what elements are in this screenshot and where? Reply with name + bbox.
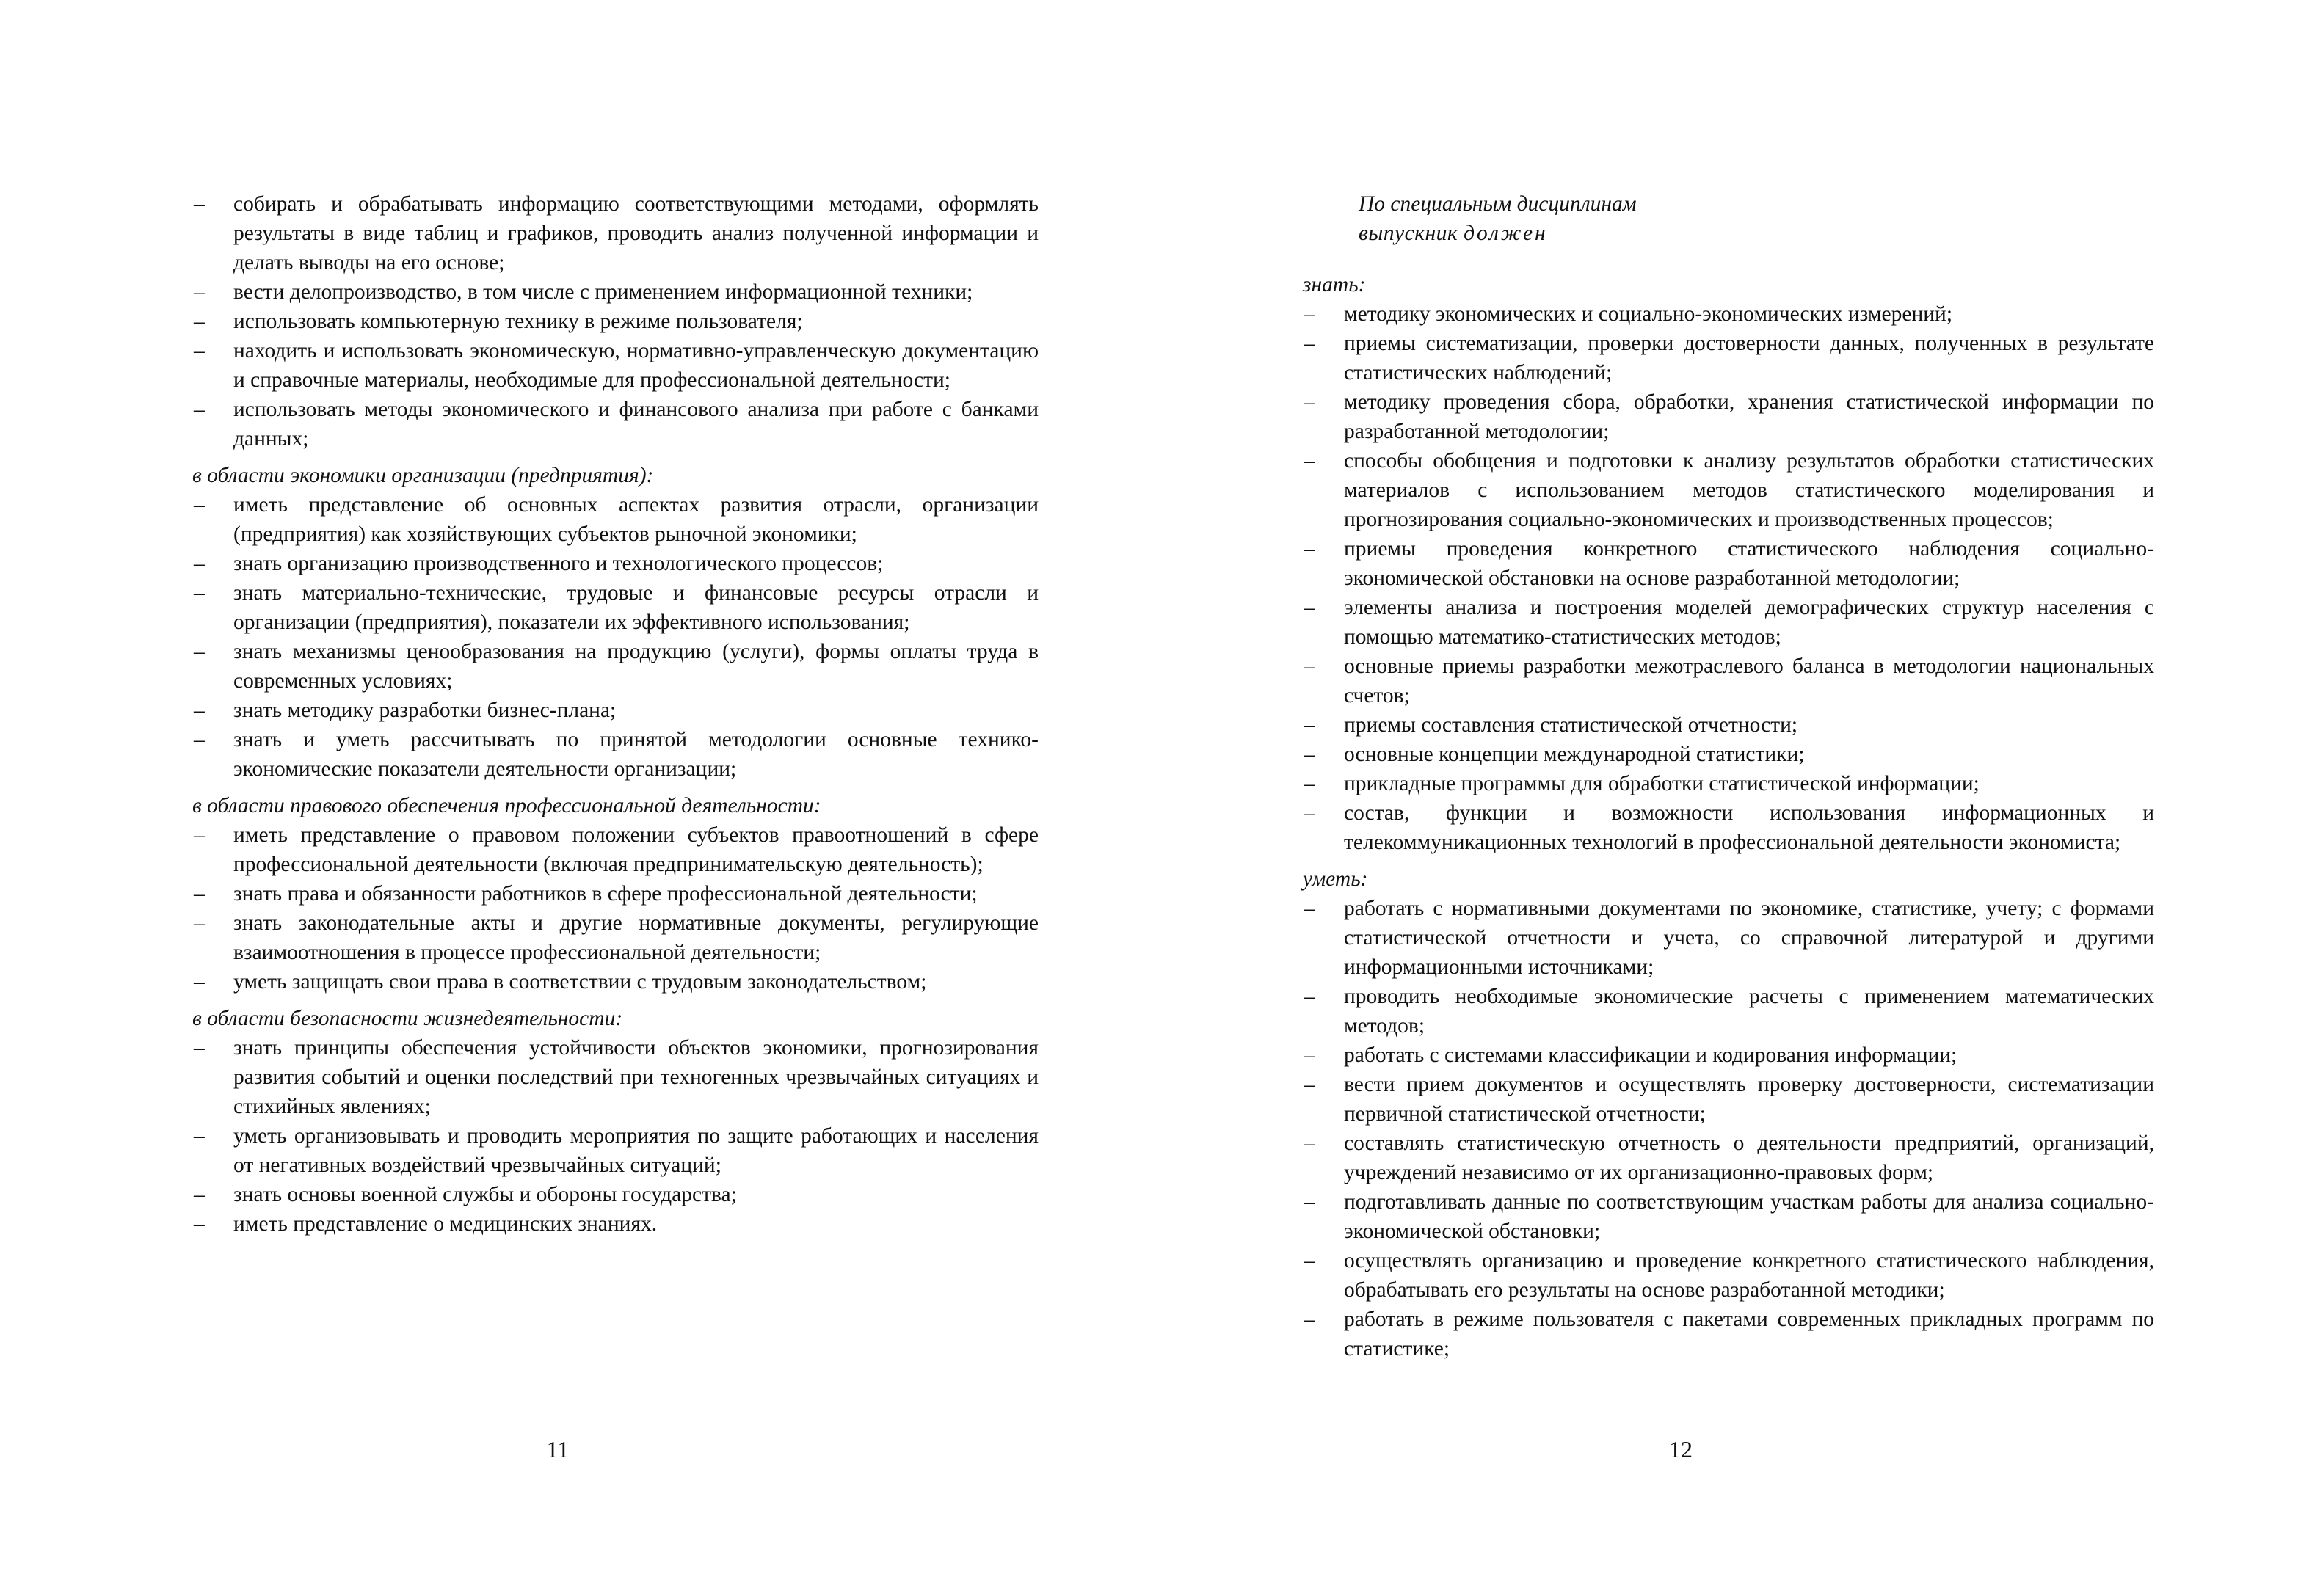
list-item: – работать с нормативными документами по экономике, статистике, учету; с формами статистической отчетности и учета, со справочной литературой и другими информационными источниками; xyxy=(1303,894,2154,982)
list-item: – знать материально-технические, трудовые и финансовые ресурсы отрасли и организации (предприятия), показатели их эффективного использования; xyxy=(192,578,1039,637)
list-item: – методику экономических и социально-экономических измерений; xyxy=(1303,299,2154,329)
section-title-safety: в области безопасности жизнедеятельности: xyxy=(192,1007,623,1030)
list-item: – знать организацию производственного и технологического процессов; xyxy=(192,549,1039,578)
list-item: – составлять статистическую отчетность о деятельности предприятий, организаций, учреждений независимо от их организационно-правовых форм; xyxy=(1303,1129,2154,1187)
list-item: – знать права и обязанности работников в сфере профессиональной деятельности; xyxy=(192,879,1039,908)
section-title-know: знать: xyxy=(1303,273,1366,296)
list-item: – методику проведения сбора, обработки, хранения статистической информации по разработанной методологии; xyxy=(1303,387,2154,446)
list-item: – вести прием документов и осуществлять проверку достоверности, систематизации первичной статистической отчетности; xyxy=(1303,1070,2154,1129)
list-item: – работать с системами классификации и кодирования информации; xyxy=(1303,1041,2154,1070)
heading-line-2 xyxy=(1359,219,2154,248)
list-item: – осуществлять организацию и проведение конкретного статистического наблюдения, обрабатывать его результаты на основе разработанной методики; xyxy=(1303,1246,2154,1305)
list-item: – работать в режиме пользователя с пакетами современных прикладных программ по статистике; xyxy=(1303,1305,2154,1363)
intro-list xyxy=(192,189,1039,453)
heading-line-1: По специальным дисциплинам xyxy=(1359,192,1637,216)
list-item: – иметь представление о правовом положении субъектов правоотношений в сфере профессиональной деятельности (включая предпринимательскую деятельность); xyxy=(192,820,1039,879)
list-item: – иметь представление об основных аспектах развития отрасли, организации (предприятия) как хозяйствующих субъектов рыночной экономики; xyxy=(192,490,1039,549)
list-item: – знать методику разработки бизнес-плана; xyxy=(192,696,1039,725)
list-item: – прикладные программы для обработки статистической информации; xyxy=(1303,769,2154,798)
know-list xyxy=(1303,299,2154,857)
list-item: – проводить необходимые экономические расчеты с применением математических методов; xyxy=(1303,982,2154,1041)
list-item: – основные концепции международной статистики; xyxy=(1303,740,2154,769)
heading-line-2-prefix: выпускник xyxy=(1359,222,1464,245)
list-item: – собирать и обрабатывать информацию соответствующими методами, оформлять результаты в виде таблиц и графиков, проводить анализ полученной информации и делать выводы на его основе; xyxy=(192,189,1039,277)
list-item: – состав, функции и возможности использования информационных и телекоммуникационных технологий в профессиональной деятельности экономиста; xyxy=(1303,798,2154,857)
list-item: – приемы систематизации, проверки достоверности данных, полученных в результате статистических наблюдений; xyxy=(1303,329,2154,387)
section-title-legal: в области правового обеспечения профессиональной деятельности: xyxy=(192,794,821,817)
list-item: – приемы проведения конкретного статистического наблюдения социально-экономической обстановки на основе разработанной методологии; xyxy=(1303,534,2154,593)
list-item: – подготавливать данные по соответствующим участкам работы для анализа социально-экономической обстановки; xyxy=(1303,1187,2154,1246)
section-title-can: уметь: xyxy=(1303,867,1368,891)
list-item: – знать механизмы ценообразования на продукцию (услуги), формы оплаты труда в современных условиях; xyxy=(192,637,1039,696)
list-item: – приемы составления статистической отчетности; xyxy=(1303,710,2154,740)
can-list xyxy=(1303,894,2154,1363)
section-title-economics: в области экономики организации (предприятия): xyxy=(192,464,654,487)
right-page xyxy=(1156,0,2312,1596)
heading-line-2-spaced: должен xyxy=(1464,222,1548,245)
list-item: – использовать методы экономического и финансового анализа при работе с банками данных; xyxy=(192,395,1039,453)
right-page-content xyxy=(1303,189,2154,1363)
legal-list xyxy=(192,820,1039,996)
list-item: – использовать компьютерную технику в режиме пользователя; xyxy=(192,307,1039,336)
list-item: – находить и использовать экономическую, нормативно-управленческую документацию и справочные материалы, необходимые для профессиональной деятельности; xyxy=(192,336,1039,395)
list-item: – вести делопроизводство, в том числе с применением информационной техники; xyxy=(192,277,1039,307)
list-item: – иметь представление о медицинских знаниях. xyxy=(192,1209,1039,1239)
list-item: – знать законодательные акты и другие нормативные документы, регулирующие взаимоотношения в процессе профессиональной деятельности; xyxy=(192,908,1039,967)
page-number: 11 xyxy=(546,1436,570,1462)
list-item: – элементы анализа и построения моделей демографических структур населения с помощью математико-статистических методов; xyxy=(1303,593,2154,652)
list-item: – знать принципы обеспечения устойчивости объектов экономики, прогнозирования развития событий и оценки последствий при техногенных чрезвычайных ситуациях и стихийных явлениях; xyxy=(192,1033,1039,1121)
list-item: – знать основы военной службы и обороны государства; xyxy=(192,1180,1039,1209)
list-item: – основные приемы разработки межотраслевого баланса в методологии национальных счетов; xyxy=(1303,652,2154,710)
page-heading xyxy=(1359,189,2154,248)
page-number: 12 xyxy=(1669,1436,1693,1462)
safety-list xyxy=(192,1033,1039,1239)
left-page-content xyxy=(192,189,1039,1239)
economics-list xyxy=(192,490,1039,784)
list-item: – уметь защищать свои права в соответствии с трудовым законодательством; xyxy=(192,967,1039,996)
list-item: – уметь организовывать и проводить мероприятия по защите работающих и населения от негативных воздействий чрезвычайных ситуаций; xyxy=(192,1121,1039,1180)
list-item: – знать и уметь рассчитывать по принятой методологии основные технико-экономические показатели деятельности организации; xyxy=(192,725,1039,784)
list-item: – способы обобщения и подготовки к анализу результатов обработки статистических материалов с использованием методов статистического моделирования и прогнозирования социально-экономических и производственных процессов; xyxy=(1303,446,2154,534)
